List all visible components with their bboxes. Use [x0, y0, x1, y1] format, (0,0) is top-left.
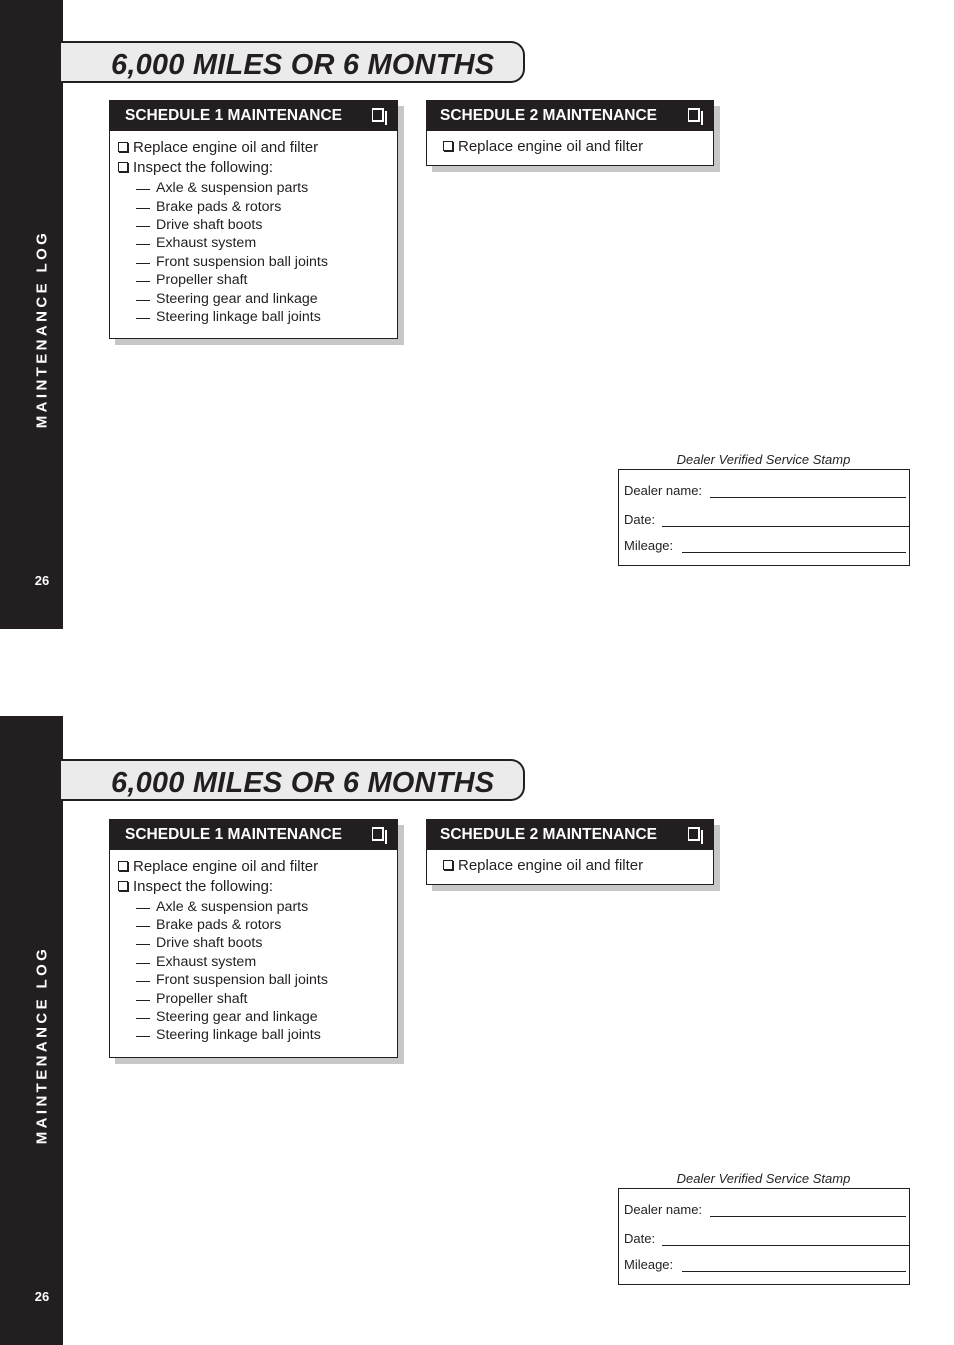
- check-blank[interactable]: [136, 318, 150, 319]
- inspection-item: [136, 309, 321, 325]
- inspection-item: [136, 899, 308, 915]
- inspection-item: [136, 180, 308, 196]
- check-blank[interactable]: [136, 926, 150, 927]
- inspection-item-label: Drive shaft boots: [156, 935, 263, 951]
- page-title: 6,000 MILES OR 6 MONTHS: [111, 767, 495, 799]
- checkbox-icon[interactable]: [443, 860, 453, 870]
- check-blank[interactable]: [136, 300, 150, 301]
- inspection-item-label: Exhaust system: [156, 235, 257, 251]
- inspection-item-label: Propeller shaft: [156, 991, 248, 1007]
- schedule-2-header-label: SCHEDULE 2 MAINTENANCE: [440, 826, 658, 843]
- inspection-item-label: Front suspension ball joints: [156, 972, 328, 988]
- schedule-1-header: [110, 820, 397, 850]
- inspection-item: [136, 272, 247, 288]
- task-item: [118, 878, 273, 895]
- inspection-item-label: Front suspension ball joints: [156, 254, 328, 270]
- schedule-1-header-label: SCHEDULE 1 MAINTENANCE: [125, 826, 343, 843]
- check-blank[interactable]: [136, 208, 150, 209]
- inspection-item: [136, 235, 256, 251]
- schedule-1-card: [109, 100, 398, 339]
- inspection-item: [136, 254, 328, 270]
- check-blank[interactable]: [136, 189, 150, 190]
- book-icon: [372, 108, 384, 122]
- checkbox-icon[interactable]: [118, 162, 128, 172]
- inspection-item: [136, 1027, 321, 1043]
- check-blank[interactable]: [136, 263, 150, 264]
- title-banner: [61, 41, 525, 83]
- task-item: [118, 139, 318, 156]
- page-title: 6,000 MILES OR 6 MONTHS: [111, 49, 495, 81]
- book-icon: [372, 827, 384, 841]
- check-blank[interactable]: [136, 908, 150, 909]
- task-item: [118, 858, 318, 875]
- checkbox-icon[interactable]: [118, 881, 128, 891]
- inspection-item-label: Steering gear and linkage: [156, 291, 318, 307]
- inspection-item: [136, 1009, 318, 1025]
- date-label: Date:: [624, 512, 656, 527]
- task-label: Inspect the following:: [133, 159, 274, 176]
- date-field[interactable]: [662, 526, 909, 527]
- inspection-item: [136, 991, 247, 1007]
- schedule-2-header: [427, 101, 713, 131]
- check-blank[interactable]: [136, 281, 150, 282]
- inspection-item: [136, 917, 281, 933]
- inspection-item-label: Steering linkage ball joints: [156, 1027, 321, 1043]
- sidebar-section-label: MAINTENANCE LOG: [33, 945, 51, 1145]
- inspection-item: [136, 199, 281, 215]
- mileage-field[interactable]: [682, 552, 906, 553]
- sidebar-tab: [0, 0, 63, 629]
- task-label: Inspect the following:: [133, 878, 274, 895]
- checkbox-icon[interactable]: [443, 141, 453, 151]
- dealer-stamp-box: [618, 469, 910, 566]
- date-label: Date:: [624, 1231, 656, 1246]
- inspection-item: [136, 954, 256, 970]
- inspection-item: [136, 291, 318, 307]
- stamp-caption: Dealer Verified Service Stamp: [676, 452, 851, 467]
- schedule-1-header-label: SCHEDULE 1 MAINTENANCE: [125, 107, 343, 124]
- mileage-label: Mileage:: [624, 538, 674, 553]
- inspection-item-label: Exhaust system: [156, 954, 257, 970]
- dealer-name-label: Dealer name:: [624, 1202, 703, 1217]
- checkbox-icon[interactable]: [118, 142, 128, 152]
- schedule-1-card: [109, 819, 398, 1058]
- task-label: Replace engine oil and filter: [133, 139, 319, 156]
- check-blank[interactable]: [136, 244, 150, 245]
- schedule-1-header: [110, 101, 397, 131]
- check-blank[interactable]: [136, 1018, 150, 1019]
- task-label: Replace engine oil and filter: [458, 857, 644, 874]
- dealer-name-field[interactable]: [710, 497, 906, 498]
- task-item: [443, 138, 643, 155]
- dealer-stamp-box: [618, 1188, 910, 1285]
- check-blank[interactable]: [136, 1000, 150, 1001]
- inspection-item: [136, 972, 328, 988]
- page-number: 26: [34, 573, 50, 588]
- inspection-item-label: Propeller shaft: [156, 272, 248, 288]
- book-icon: [688, 108, 700, 122]
- sidebar-tab: [0, 716, 63, 1345]
- task-label: Replace engine oil and filter: [133, 858, 319, 875]
- inspection-item-label: Brake pads & rotors: [156, 917, 282, 933]
- schedule-2-card: [426, 100, 714, 166]
- title-banner: [61, 759, 525, 801]
- inspection-item-label: Axle & suspension parts: [156, 180, 309, 196]
- maintenance-page: [0, 0, 954, 629]
- inspection-item: [136, 935, 262, 951]
- task-item: [118, 159, 273, 176]
- check-blank[interactable]: [136, 1036, 150, 1037]
- inspection-item-label: Steering gear and linkage: [156, 1009, 318, 1025]
- check-blank[interactable]: [136, 981, 150, 982]
- book-icon: [688, 827, 700, 841]
- dealer-name-field[interactable]: [710, 1216, 906, 1217]
- sidebar-section-label: MAINTENANCE LOG: [33, 229, 51, 429]
- checkbox-icon[interactable]: [118, 861, 128, 871]
- inspection-item-label: Drive shaft boots: [156, 217, 263, 233]
- inspection-item-label: Axle & suspension parts: [156, 899, 309, 915]
- stamp-caption: Dealer Verified Service Stamp: [676, 1171, 851, 1186]
- mileage-field[interactable]: [682, 1271, 906, 1272]
- page-number: 26: [34, 1289, 50, 1304]
- inspection-item-label: Steering linkage ball joints: [156, 309, 321, 325]
- check-blank[interactable]: [136, 963, 150, 964]
- inspection-item: [136, 217, 262, 233]
- check-blank[interactable]: [136, 944, 150, 945]
- mileage-label: Mileage:: [624, 1257, 674, 1272]
- dealer-name-label: Dealer name:: [624, 483, 703, 498]
- date-field[interactable]: [662, 1245, 909, 1246]
- task-item: [443, 857, 643, 874]
- check-blank[interactable]: [136, 226, 150, 227]
- schedule-2-card: [426, 819, 714, 885]
- schedule-2-header-label: SCHEDULE 2 MAINTENANCE: [440, 107, 658, 124]
- task-label: Replace engine oil and filter: [458, 138, 644, 155]
- schedule-2-header: [427, 820, 713, 850]
- inspection-item-label: Brake pads & rotors: [156, 199, 282, 215]
- maintenance-page: [0, 716, 954, 1345]
